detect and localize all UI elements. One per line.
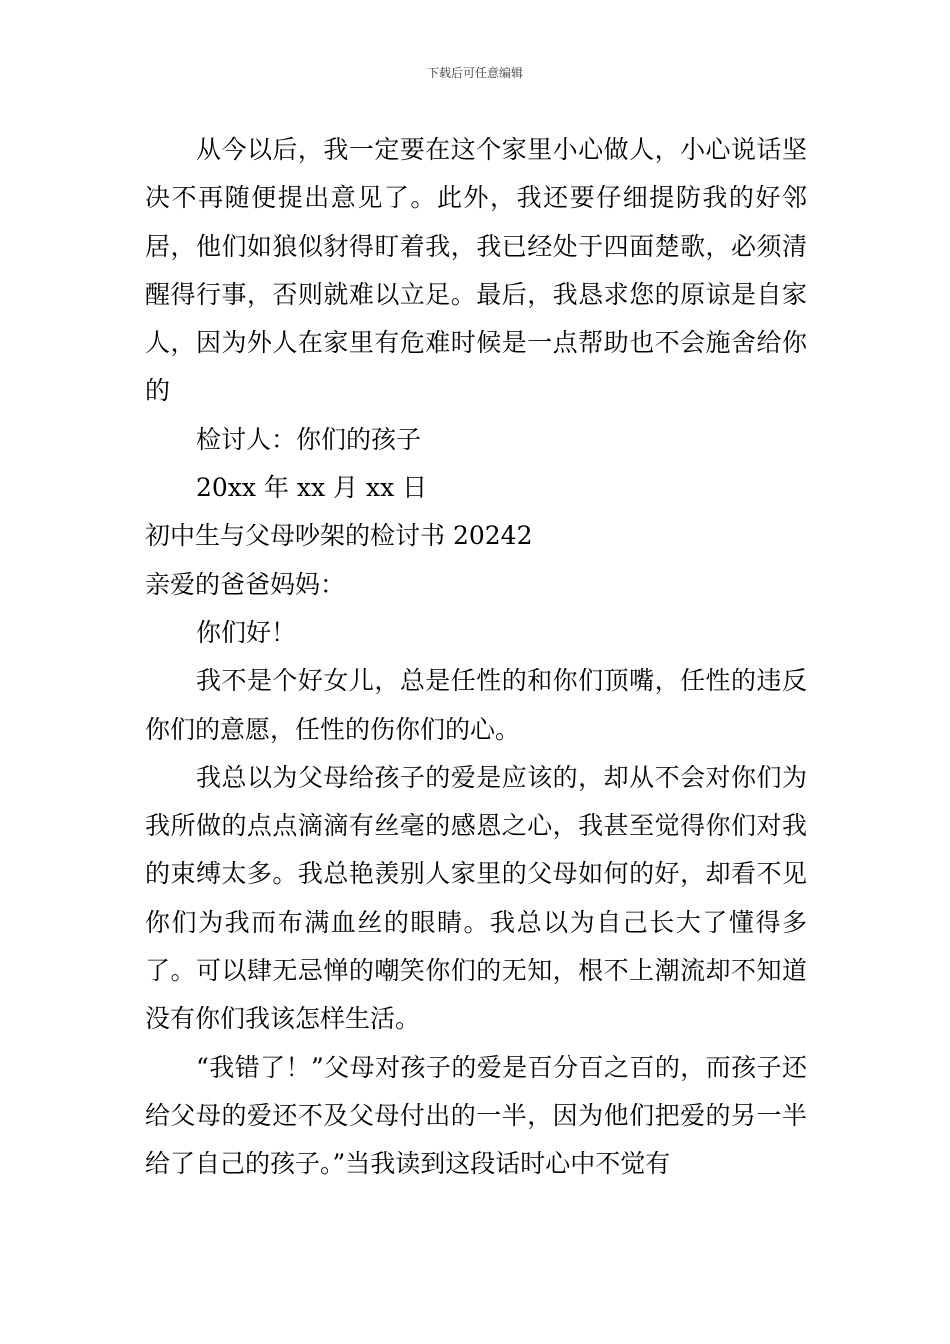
paragraph-resolution: 从今以后，我一定要在这个家里小心做人，小心说话坚决不再随便提出意见了。此外，我还要仔细提防我的好邻居，他们如狼似豺得盯着我，我已经处于四面楚歌，必须清醒得行事，否则就难以立足。最后，我恳求您的原谅是自家人，因为外人在家里有危难时候是一点帮助也不会施舍给你的 xyxy=(145,135,807,406)
document-body xyxy=(145,126,807,1189)
paragraph-quote: “我错了！”父母对孩子的爱是百分百之百的，而孩子还给父母的爱还不及父母付出的一半，因为他们把爱的另一半给了自己的孩子。”当我读到这段话时心中不觉有 xyxy=(145,1052,807,1179)
paragraph-confession: 我不是个好女儿，总是任性的和你们顶嘴，任性的违反你们的意愿，任性的伤你们的心。 xyxy=(145,666,807,744)
section-title: 初中生与父母吵架的检讨书 20242 xyxy=(145,521,533,551)
date-line: 20xx 年 xx 月 xx 日 xyxy=(196,473,428,503)
paragraph-reflection: 我总以为父母给孩子的爱是应该的，却从不会对你们为我所做的点点滴滴有丝毫的感恩之心，我甚至觉得你们对我的束缚太多。我总艳羡别人家里的父母如何的好，却看不见你们为我而布满血丝的眼睛。我总以为自己长大了懂得多了。可以肆无忌惮的嘲笑你们的无知，根不上潮流却不知道没有你们我该怎样生活。 xyxy=(145,762,807,1034)
greeting: 你们好！ xyxy=(196,617,297,647)
salutation: 亲爱的爸爸妈妈： xyxy=(145,569,346,599)
signature-line: 检讨人：你们的孩子 xyxy=(196,424,422,454)
page-header-note: 下载后可任意编辑 xyxy=(426,66,523,80)
